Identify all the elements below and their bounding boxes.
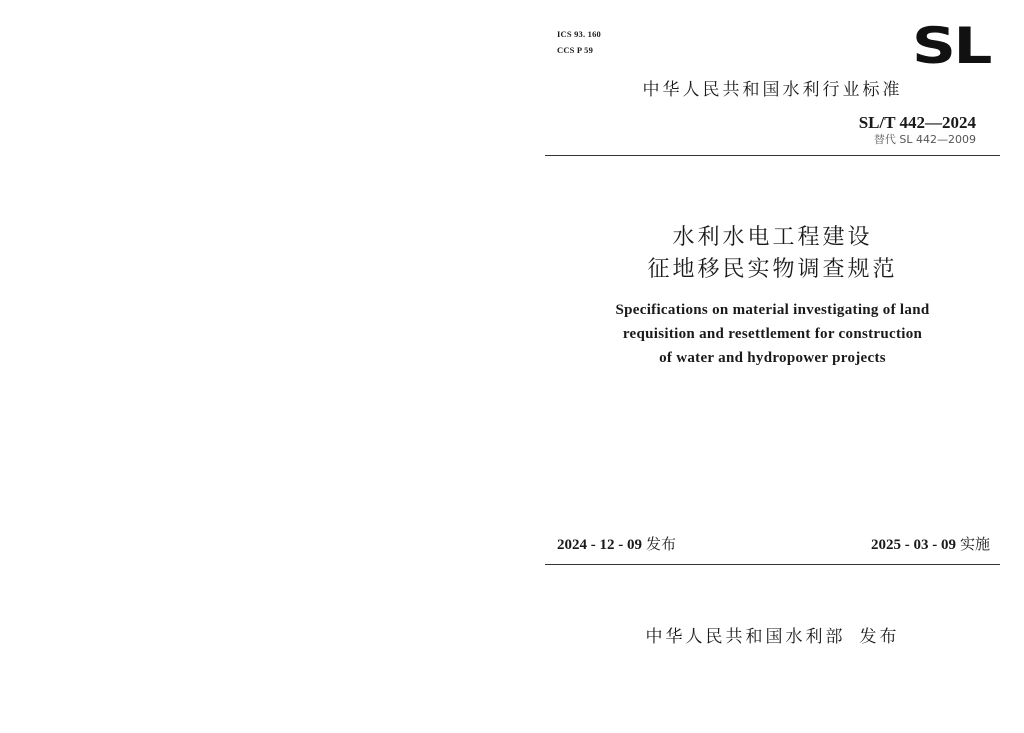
publisher-name: 中华人民共和国水利部 <box>645 627 846 647</box>
chinese-title <box>545 222 1000 286</box>
sl-logo: SL <box>912 17 990 75</box>
standard-category-title: 中华人民共和国水利行业标准 <box>642 80 903 100</box>
footer-divider <box>545 564 1000 565</box>
ccs-code: CCS P 59 <box>557 45 594 55</box>
chinese-title-line-2: 征地移民实物调查规范 <box>647 257 898 282</box>
chinese-title-line-1: 水利水电工程建设 <box>672 225 873 250</box>
publisher-line <box>545 623 1000 651</box>
classification-codes <box>557 26 601 58</box>
issue-date-block <box>557 533 676 556</box>
publish-label: 发布 <box>859 627 900 647</box>
implement-date: 2025 - 03 - 09 <box>870 537 956 553</box>
ics-code: ICS 93. 160 <box>557 29 601 39</box>
replaces-standard: 替代 SL 442—2009 <box>873 133 976 146</box>
english-title-line-2: requisition and resettlement for construction <box>622 326 923 342</box>
implement-label: 实施 <box>959 535 990 553</box>
header-divider <box>545 155 1000 156</box>
implement-date-block <box>871 533 990 556</box>
issue-date: 2024 - 12 - 09 <box>557 537 642 553</box>
english-title <box>545 298 1000 370</box>
english-title-line-1: Specifications on material investigating of land <box>615 302 930 318</box>
standard-number: SL/T 442—2024 <box>858 113 976 132</box>
issue-label: 发布 <box>646 535 677 553</box>
english-title-line-3: of water and hydropower projects <box>659 350 886 366</box>
